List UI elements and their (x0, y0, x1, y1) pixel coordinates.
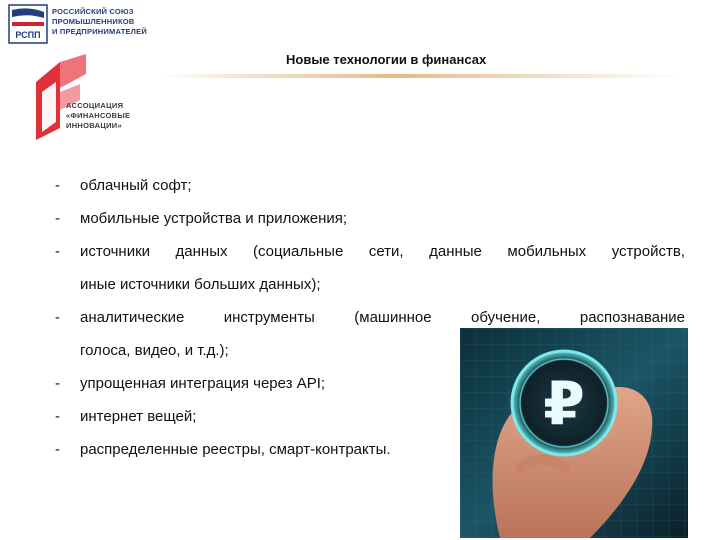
rspp-line-3: И ПРЕДПРИНИМАТЕЛЕЙ (52, 27, 147, 36)
bullet-text: распределенные реестры, смарт-контракты. (80, 441, 391, 458)
rspp-line-1: РОССИЙСКИЙ СОЮЗ (52, 7, 134, 16)
page-title: Новые технологии в финансах (286, 52, 487, 67)
afi-line-2: «ФИНАНСОВЫЕ (66, 111, 131, 120)
bullet-text: мобильные устройства и приложения; (80, 210, 348, 227)
bullet-dash: - (55, 408, 60, 425)
bullet-dash: - (55, 177, 60, 194)
bullet-text: аналитические инструменты (машинное обучение, распознавание (80, 309, 685, 326)
rspp-emblem-label: РСПП (15, 30, 41, 40)
afi-line-1: АССОЦИАЦИЯ (66, 101, 124, 110)
bullet-text: упрощенная интеграция через API; (80, 375, 326, 392)
bullet-dash: - (55, 441, 60, 458)
bullet-dash: - (55, 375, 60, 392)
list-item (55, 407, 685, 427)
bullet-continuation: иные источники больших данных); (80, 276, 321, 293)
bullet-text: источники данных (социальные сети, данные мобильных устройств, (80, 243, 685, 260)
list-item (55, 209, 685, 229)
bullet-list (55, 176, 685, 473)
afi-logo-text (66, 101, 130, 131)
bullet-continuation: голоса, видео, и т.д.); (80, 342, 229, 359)
rspp-logo (8, 4, 160, 44)
bullet-dash: - (55, 309, 60, 326)
bullet-text: интернет вещей; (80, 408, 197, 425)
rspp-emblem-icon (8, 4, 48, 44)
list-item (55, 440, 685, 460)
afi-line-3: ИННОВАЦИИ» (66, 121, 122, 130)
rspp-line-2: ПРОМЫШЛЕННИКОВ (52, 17, 135, 26)
list-item (55, 308, 685, 361)
ruble-symbol: ₽ (543, 369, 585, 439)
list-item (55, 374, 685, 394)
bullet-text: облачный софт; (80, 177, 192, 194)
bullet-dash: - (55, 243, 60, 260)
list-item (55, 242, 685, 295)
list-item (55, 176, 685, 196)
title-underline (160, 74, 680, 78)
bullet-dash: - (55, 210, 60, 227)
rspp-logo-text (52, 7, 147, 37)
